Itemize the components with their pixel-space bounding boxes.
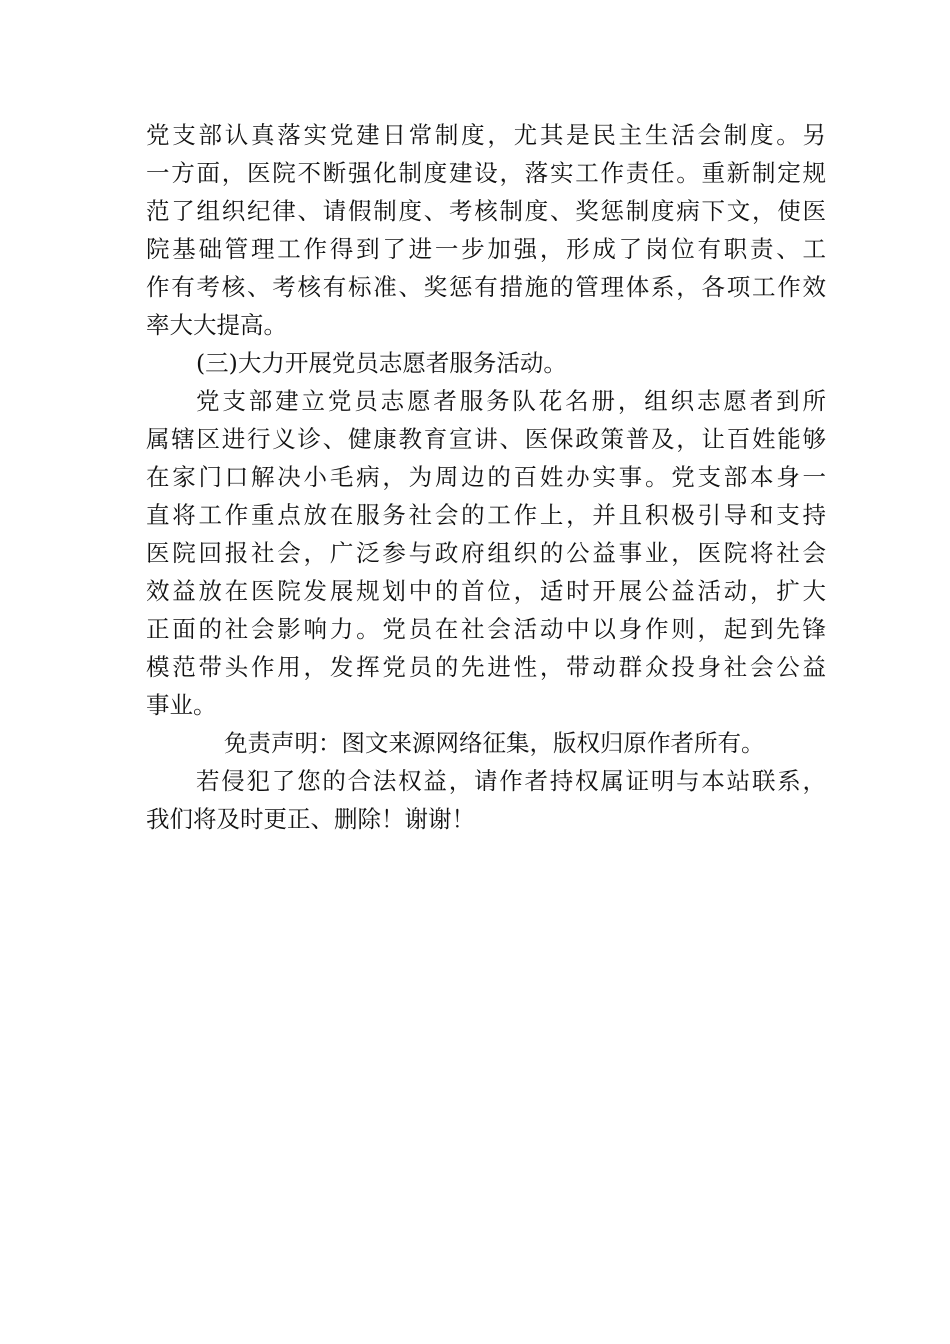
- paragraph-management-system: [146, 116, 826, 344]
- text-line: 范了组织纪律、请假制度、考核制度、奖惩制度病下文，使医: [146, 197, 826, 225]
- text-line: 医院回报社会，广泛参与政府组织的公益事业，医院将社会: [146, 539, 826, 567]
- text-line: 正面的社会影响力。党员在社会活动中以身作则，起到先锋: [146, 615, 826, 643]
- text-line: 率大大提高。: [146, 311, 287, 339]
- text-line: 直将工作重点放在服务社会的工作上，并且积极引导和支持: [146, 501, 826, 529]
- paragraph-volunteer-service: [146, 382, 826, 724]
- text-line: 院基础管理工作得到了进一步加强，形成了岗位有职责、工: [146, 235, 826, 263]
- text-line: 模范带头作用，发挥党员的先进性，带动群众投身社会公益: [146, 653, 826, 681]
- text-line: 属辖区进行义诊、健康教育宣讲、医保政策普及，让百姓能够: [146, 425, 826, 453]
- text-line: 在家门口解决小毛病，为周边的百姓办实事。党支部本身一: [146, 463, 826, 491]
- document-body: [146, 116, 826, 838]
- disclaimer-line: 免责声明：图文来源网络征集，版权归原作者所有。: [224, 729, 765, 757]
- disclaimer-line: 若侵犯了您的合法权益，请作者持权属证明与本站联系，: [196, 767, 826, 795]
- text-line: 党支部建立党员志愿者服务队花名册，组织志愿者到所: [196, 387, 826, 415]
- section-heading: (三)大力开展党员志愿者服务活动。: [196, 349, 567, 377]
- text-line: 作有考核、考核有标准、奖惩有措施的管理体系，各项工作效: [146, 273, 826, 301]
- text-line: 效益放在医院发展规划中的首位，适时开展公益活动，扩大: [146, 577, 826, 605]
- text-line: 党支部认真落实党建日常制度，尤其是民主生活会制度。另: [146, 121, 826, 149]
- text-line: 一方面，医院不断强化制度建设，落实工作责任。重新制定规: [146, 159, 826, 187]
- text-line: 事业。: [146, 691, 217, 719]
- disclaimer: [146, 724, 826, 838]
- disclaimer-line: 我们将及时更正、删除！谢谢！: [146, 805, 475, 833]
